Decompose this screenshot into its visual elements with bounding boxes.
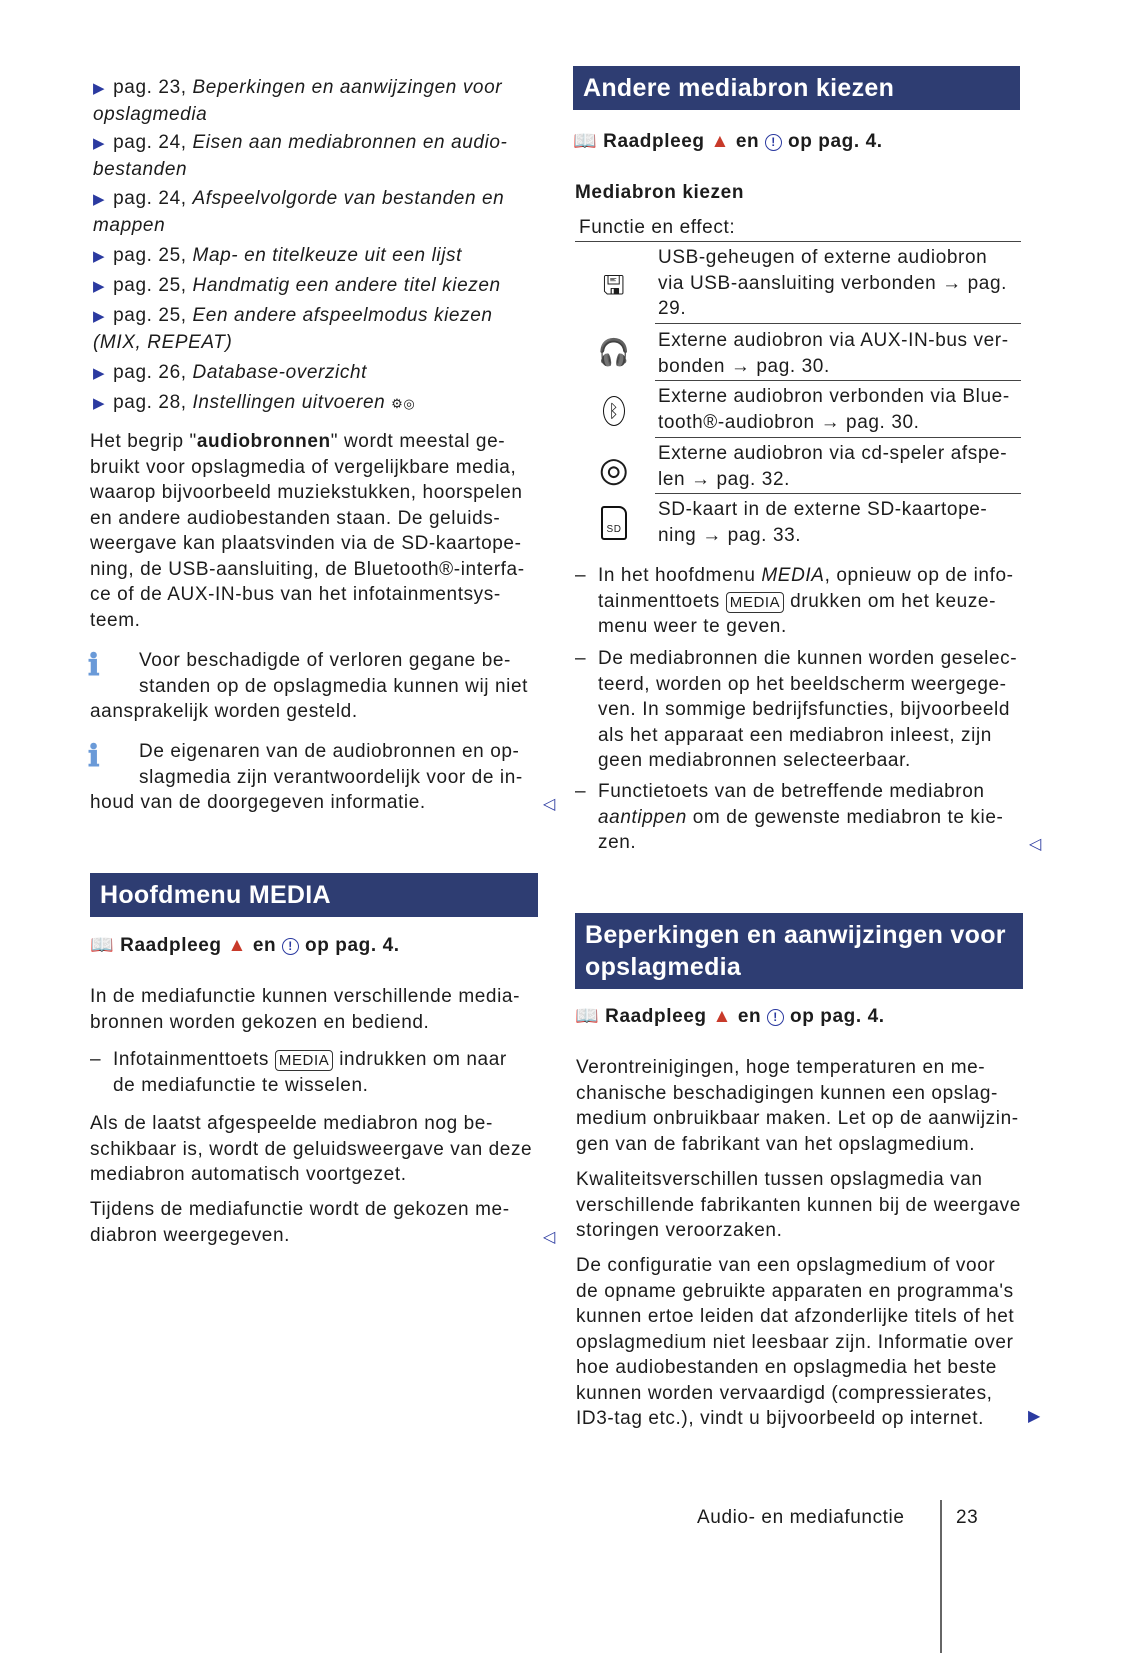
bluetooth-icon: ᛒ — [594, 393, 634, 426]
usb-icon: 🖫 — [602, 270, 626, 301]
footer-divider — [940, 1500, 942, 1653]
step: In het hoofdmenu MEDIA, opnieuw op de info- tainmenttoets MEDIA drukken om het keuze- menu weer te geven. — [598, 565, 1014, 637]
arrow-icon: ▶ — [93, 308, 106, 325]
section-title: Andere mediabron kiezen — [573, 66, 1020, 110]
arrow-icon: ▶ — [93, 191, 106, 208]
section-end-icon: ◁ — [543, 1229, 556, 1246]
reference-item[interactable]: ▶ pag. 24, Afspeelvolgorde van bestanden en mappen — [93, 188, 505, 236]
table-row-text: Externe audiobron via cd-speler afspe- len → pag. 32. — [658, 443, 1008, 490]
page-number: 23 — [956, 1507, 979, 1528]
table-row-text: Externe audiobron verbonden via Blue- tooth®-audiobron → pag. 30. — [658, 386, 1010, 433]
reference-item[interactable]: ▶ pag. 28, Instellingen uitvoeren ⚙◎ — [93, 392, 416, 413]
warning-icon: ▲ — [710, 131, 730, 152]
arrow-icon: ▶ — [93, 248, 106, 265]
info-note-1-end: aansprakelijk worden gesteld. — [90, 701, 358, 722]
section-end-icon: ◁ — [1029, 836, 1042, 853]
table-row-text: USB-geheugen of externe audiobron via USB-aansluiting verbonden → pag. 29. — [658, 247, 1008, 319]
divider — [575, 241, 1021, 242]
reference-item[interactable]: ▶ pag. 23, Beperkingen en aanwijzingen voor opslagmedia — [93, 77, 503, 125]
book-icon: 📖 — [90, 935, 115, 956]
arrow-icon: ▶ — [93, 80, 106, 97]
step: Infotainmenttoets MEDIA indrukken om naar de mediafunctie te wisselen. — [113, 1049, 507, 1096]
info-note-2: De eigenaren van de audiobronnen en op- slagmedia zijn verantwoordelijk voor de in- — [139, 741, 523, 788]
reference-item[interactable]: ▶ pag. 26, Database-overzicht — [93, 362, 368, 383]
reference-line: 📖 Raadpleeg ▲ en ! op pag. 4. — [90, 935, 400, 956]
paragraph: In de mediafunctie kunnen verschillende media- bronnen worden gekozen en bediend. — [90, 986, 521, 1033]
section-title: Hoofdmenu MEDIA — [90, 873, 538, 917]
arrow-icon: ▶ — [93, 395, 106, 412]
footer-chapter: Audio- en mediafunctie — [697, 1507, 905, 1528]
settings-icon: ⚙◎ — [391, 396, 416, 411]
notice-icon: ! — [282, 938, 299, 955]
arrow-icon: ▶ — [93, 278, 106, 295]
media-key: MEDIA — [275, 1050, 334, 1071]
continue-icon: ▶ — [1028, 1408, 1041, 1425]
subsection-title: Mediabron kiezen — [575, 182, 745, 203]
dash: – — [575, 781, 587, 802]
notice-icon: ! — [765, 134, 782, 151]
reference-line: 📖 Raadpleeg ▲ en ! op pag. 4. — [575, 1006, 885, 1027]
paragraph: De configuratie van een opslagmedium of voor de opname gebruikte apparaten en programma's kunnen ertoe leiden dat afzonderlijke titels of het opslagmedium niet leesbaar zijn. Informatie over hoe audiobestanden en opslagmedia het beste kunnen worden vervaardigd (compressierates, ID3-tag etc.), vindt u bijvoorbeeld op internet. — [576, 1255, 1015, 1429]
cd-icon: ◎ — [598, 451, 630, 490]
reference-item[interactable]: ▶ pag. 24, Eisen aan mediabronnen en audio- bestanden — [93, 132, 508, 180]
info-icon: ℹ — [88, 740, 100, 773]
paragraph: Als de laatst afgespeelde mediabron nog be- schikbaar is, wordt de geluidsweergave van deze mediabron automatisch voortgezet. — [90, 1113, 533, 1185]
book-icon: 📖 — [573, 131, 598, 152]
table-row-text: Externe audiobron via AUX-IN-bus ver- bonden → pag. 30. — [658, 330, 1009, 377]
step: Functietoets van de betreffende mediabron aantippen om de gewenste mediabron te kie- zen. — [598, 781, 1004, 853]
intro-paragraph: Het begrip "audiobronnen" wordt meestal ge- bruikt voor opslagmedia of vergelijkbare media, waarop bijvoorbeeld muziekstukken, hoorspelen en andere audiobestanden staan. De geluids- weergave kan plaatsvinden via de SD-kaartope- ning, de USB-aansluiting, de Bluetooth®-interfa- ce of de AUX-IN-bus van het infotainmentsys- teem. — [90, 431, 525, 631]
arrow-icon: ▶ — [93, 365, 106, 382]
reference-item[interactable]: ▶ pag. 25, Een andere afspeelmodus kiezen (MIX, REPEAT) — [93, 305, 493, 353]
table-header: Functie en effect: — [579, 217, 736, 238]
arrow-icon: ▶ — [93, 135, 106, 152]
warning-icon: ▲ — [712, 1006, 732, 1027]
section-end-icon: ◁ — [543, 796, 556, 813]
media-key: MEDIA — [726, 592, 785, 613]
divider — [655, 437, 1021, 438]
paragraph: Tijdens de mediafunctie wordt de gekozen me- diabron weergegeven. — [90, 1199, 510, 1246]
paragraph: Kwaliteitsverschillen tussen opslagmedia van verschillende fabrikanten kunnen bij de weergave storingen veroorzaken. — [576, 1169, 1021, 1241]
divider — [655, 380, 1021, 381]
sd-card-icon: SD — [594, 506, 634, 540]
paragraph: Verontreinigingen, hoge temperaturen en me- chanische beschadigingen kunnen een opslag- medium onbruikbaar maken. Let op de aanwijzin- gen van de fabrikant van het opslagmedium. — [576, 1057, 1019, 1155]
aux-jack-icon: 🎧 — [597, 337, 631, 368]
divider — [655, 323, 1021, 324]
warning-icon: ▲ — [227, 935, 247, 956]
section-title: Beperkingen en aanwijzingen voor opslagmedia — [575, 913, 1023, 989]
dash: – — [575, 565, 587, 586]
info-note-2-end: houd van de doorgegeven informatie. — [90, 792, 426, 813]
step: De mediabronnen die kunnen worden geselec- teerd, worden op het beeldscherm weergege- ven. In sommige bedrijfsfuncties, bijvoorbeeld als het apparaat een mediabron inleest, zijn geen mediabronnen selecteerbaar. — [598, 648, 1018, 771]
info-note-1: Voor beschadigde of verloren gegane be- standen op de opslagmedia kunnen wij niet — [139, 650, 529, 697]
reference-line: 📖 Raadpleeg ▲ en ! op pag. 4. — [573, 131, 883, 152]
reference-item[interactable]: ▶ pag. 25, Map- en titelkeuze uit een lijst — [93, 245, 463, 266]
divider — [655, 493, 1021, 494]
dash: – — [90, 1049, 102, 1070]
notice-icon: ! — [767, 1009, 784, 1026]
reference-item[interactable]: ▶ pag. 25, Handmatig een andere titel kiezen — [93, 275, 501, 296]
book-icon: 📖 — [575, 1006, 600, 1027]
info-icon: ℹ — [88, 649, 100, 682]
table-row-text: SD-kaart in de externe SD-kaartope- ning → pag. 33. — [658, 499, 988, 546]
dash: – — [575, 648, 587, 669]
